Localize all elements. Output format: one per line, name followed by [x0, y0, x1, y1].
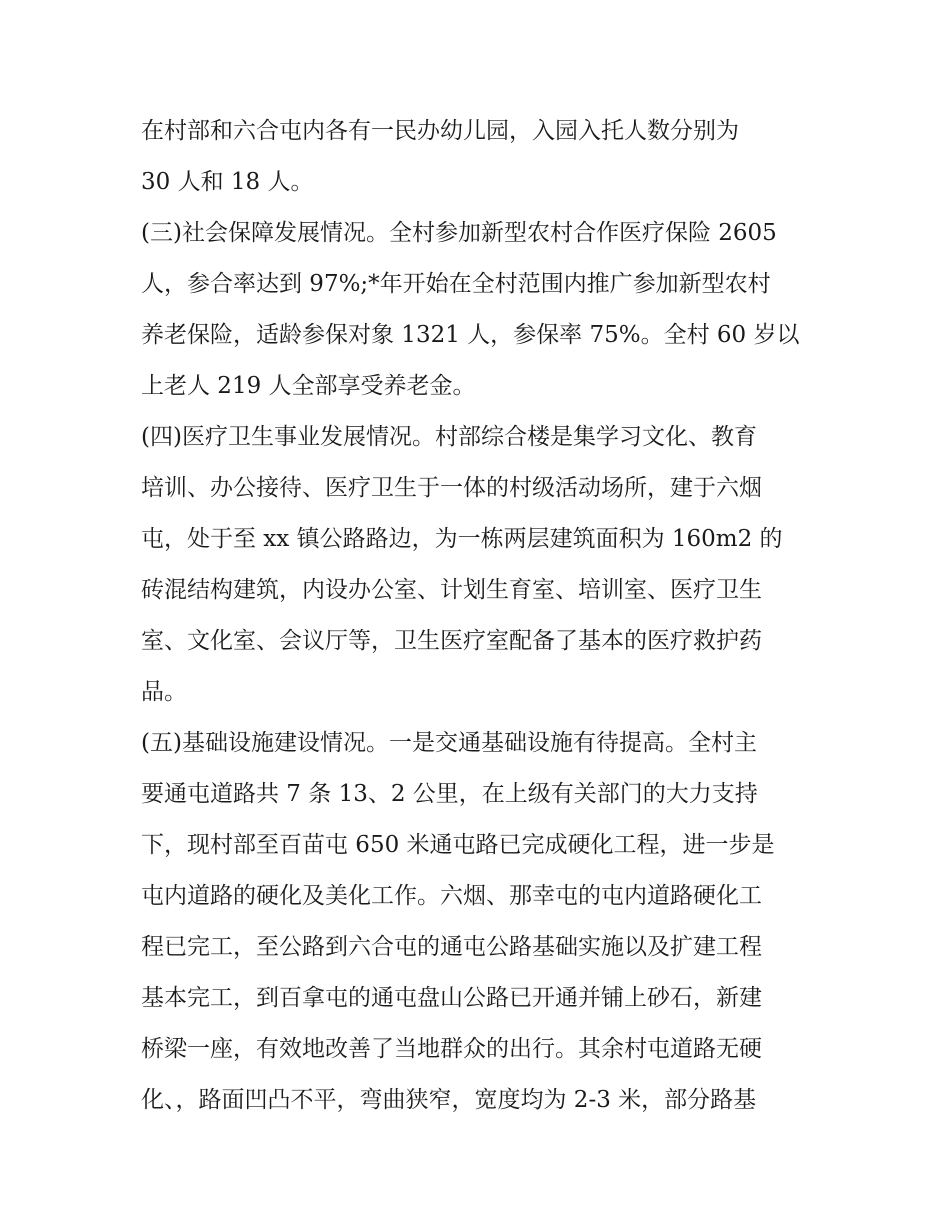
text-line: 要通屯道路共 7 条 13、2 公里，在上级有关部门的大力支持 — [141, 781, 758, 807]
text-line: 化、，路面凹凸不平，弯曲狭窄，宽度均为 2-3 米，部分路基 — [141, 1087, 757, 1113]
text-line: 下，现村部至百苗屯 650 米通屯路已完成硬化工程，进一步是 — [141, 832, 775, 858]
text-line: (五)基础设施建设情况。一是交通基础设施有待提高。全村主 — [141, 730, 757, 756]
text-line: 屯内道路的硬化及美化工作。六烟、那幸屯的屯内道路硬化工 — [141, 883, 762, 909]
text-line: 30 人和 18 人。 — [141, 169, 314, 195]
document-body — [141, 106, 821, 1126]
text-line: 屯，处于至 xx 镇公路路边，为一栋两层建筑面积为 160m2 的 — [141, 526, 783, 552]
text-line: 基本完工，到百拿屯的通屯盘山公路已开通并铺上砂石，新建 — [141, 985, 762, 1011]
text-line: 砖混结构建筑，内设办公室、计划生育室、培训室、医疗卫生 — [141, 577, 762, 603]
text-line: (三)社会保障发展情况。全村参加新型农村合作医疗保险 2605 — [141, 220, 777, 246]
text-line: 程已完工，至公路到六合屯的通屯公路基础实施以及扩建工程 — [141, 934, 762, 960]
text-line: 品。 — [141, 679, 187, 705]
text-line: 在村部和六合屯内各有一民办幼儿园，入园入托人数分别为 — [141, 118, 739, 144]
text-line: 培训、办公接待、医疗卫生于一体的村级活动场所，建于六烟 — [141, 475, 762, 501]
text-line: 上老人 219 人全部享受养老金。 — [141, 373, 476, 399]
text-line: 桥梁一座，有效地改善了当地群众的出行。其余村屯道路无硬 — [141, 1036, 762, 1062]
text-line: 室、文化室、会议厅等，卫生医疗室配备了基本的医疗救护药 — [141, 628, 762, 654]
text-line: 养老保险，适龄参保对象 1321 人，参保率 75%。全村 60 岁以 — [141, 322, 800, 348]
text-line: 人，参合率达到 97%;*年开始在全村范围内推广参加新型农村 — [141, 271, 771, 297]
text-line: (四)医疗卫生事业发展情况。村部综合楼是集学习文化、教育 — [141, 424, 757, 450]
